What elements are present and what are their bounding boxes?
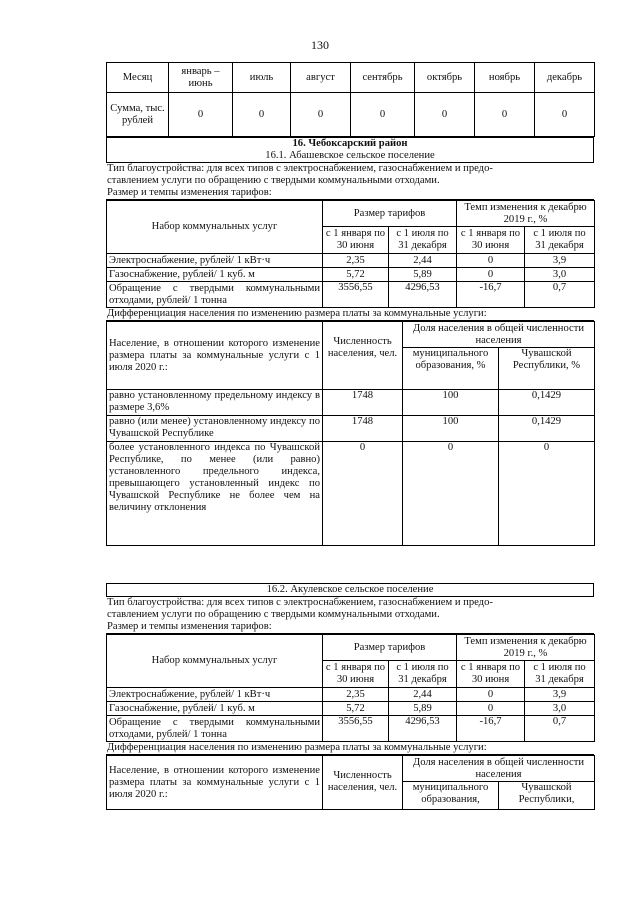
months-table-wrap (106, 62, 594, 137)
tariff-value: 2,44 (389, 254, 457, 268)
services-header: Набор коммунальных услуг (107, 201, 323, 254)
municipal-header: муниципального образования, (403, 782, 499, 810)
tariff-value: 3,9 (525, 688, 595, 702)
population-header: Население, в отношении которого изменение размера платы за коммунальные услуги с 1 июля 2020 г.: (107, 756, 323, 810)
tariff-value: 0,7 (525, 282, 595, 308)
month-header-cell: август (291, 63, 351, 93)
diff-name: более установленного индекса по Чувашской Республике, по менее (или равно) установленного предельного индекса, превышающего установленный индекс по Чувашской Республике не более чем на величину отклонения (107, 442, 323, 546)
period-header: с 1 января по 30 июня (323, 661, 389, 688)
tariff-value: 0 (457, 688, 525, 702)
month-header-cell: январь – июнь (169, 63, 233, 93)
tariff-value: 2,35 (323, 688, 389, 702)
tariff-name: Газоснабжение, рублей/ 1 куб. м (107, 268, 323, 282)
tariff-row (107, 254, 595, 268)
tariff-size-header: Размер тарифов (323, 635, 457, 661)
tariff-value: 4296,53 (389, 716, 457, 742)
tariff-table (106, 634, 595, 742)
tariff-value: 0,7 (525, 716, 595, 742)
tariff-name: Обращение с твердыми коммунальными отходами, рублей/ 1 тонна (107, 716, 323, 742)
diff-row (107, 416, 595, 442)
section-16 (106, 137, 594, 150)
block-subtitle: 16.2. Акулевское сельское поселение (106, 583, 594, 597)
diff-row (107, 442, 595, 546)
share-header: Доля населения в общей численности населения (403, 322, 595, 348)
sum-value: 0 (351, 93, 415, 137)
tariff-rate-header: Темп изменения к декабрю 2019 г., % (457, 635, 595, 661)
diff-municipal: 100 (403, 416, 499, 442)
period-header: с 1 января по 30 июня (457, 227, 525, 254)
republic-header: Чувашской Республики, (499, 782, 595, 810)
diff-count: 1748 (323, 416, 403, 442)
diff-table (106, 755, 595, 810)
diff-republic: 0,1429 (499, 416, 595, 442)
diff-municipal: 0 (403, 442, 499, 546)
tariff-value: 0 (457, 268, 525, 282)
tariff-value: 3,0 (525, 268, 595, 282)
diff-republic: 0,1429 (499, 390, 595, 416)
sum-value: 0 (415, 93, 475, 137)
tariff-row (107, 688, 595, 702)
services-header: Набор коммунальных услуг (107, 635, 323, 688)
month-header-cell: июль (233, 63, 291, 93)
republic-header: Чувашской Республики, % (499, 348, 595, 390)
tariff-value: 3556,55 (323, 282, 389, 308)
page-number: 130 (311, 38, 329, 52)
tariff-name: Электроснабжение, рублей/ 1 кВт·ч (107, 254, 323, 268)
section-title: 16. Чебоксарский район (106, 137, 594, 150)
block-16-1 (106, 150, 594, 546)
tariff-table (106, 200, 595, 308)
sum-label: Сумма, тыс. рублей (107, 93, 169, 137)
months-sum-row (107, 93, 595, 137)
sum-value: 0 (535, 93, 595, 137)
tariff-row (107, 716, 595, 742)
tariff-value: 4296,53 (389, 282, 457, 308)
municipal-header: муниципального образования, % (403, 348, 499, 390)
tariff-value: 5,72 (323, 268, 389, 282)
diff-republic: 0 (499, 442, 595, 546)
period-header: с 1 января по 30 июня (323, 227, 389, 254)
improvement-line: Тип благоустройства: для всех типов с электроснабжением, газоснабжением и предо- (107, 163, 493, 174)
month-header-cell: ноябрь (475, 63, 535, 93)
tariff-value: 0 (457, 702, 525, 716)
period-header: с 1 июля по 31 декабря (525, 661, 595, 688)
count-header: Численность населения, чел. (323, 756, 403, 810)
improvement-line: ставлением услуги по обращению с твердыми коммунальными отходами. (107, 609, 440, 620)
diff-municipal: 100 (403, 390, 499, 416)
month-header-cell: сентябрь (351, 63, 415, 93)
tariff-name: Газоснабжение, рублей/ 1 куб. м (107, 702, 323, 716)
tariff-value: 5,89 (389, 702, 457, 716)
tariff-value: 2,44 (389, 688, 457, 702)
share-header: Доля населения в общей численности населения (403, 756, 595, 782)
sum-value: 0 (233, 93, 291, 137)
tariffs-caption: Размер и темпы изменения тарифов: (106, 621, 594, 634)
tariff-value: 3556,55 (323, 716, 389, 742)
diff-count: 0 (323, 442, 403, 546)
tariff-value: 3,0 (525, 702, 595, 716)
months-header-row (107, 63, 595, 93)
tariff-value: -16,7 (457, 716, 525, 742)
month-header-cell: Месяц (107, 63, 169, 93)
diff-caption: Дифференциация населения по изменению размера платы за коммунальные услуги: (106, 742, 594, 755)
tariff-row (107, 702, 595, 716)
period-header: с 1 июля по 31 декабря (389, 661, 457, 688)
tariff-row (107, 282, 595, 308)
diff-name: равно установленному предельному индексу в размере 3,6% (107, 390, 323, 416)
period-header: с 1 января по 30 июня (457, 661, 525, 688)
period-header: с 1 июля по 31 декабря (389, 227, 457, 254)
tariff-value: 2,35 (323, 254, 389, 268)
period-header: с 1 июля по 31 декабря (525, 227, 595, 254)
block-16-2 (106, 583, 594, 810)
tariffs-caption: Размер и темпы изменения тарифов: (106, 187, 594, 200)
sum-value: 0 (475, 93, 535, 137)
tariff-row (107, 268, 595, 282)
tariff-rate-header: Темп изменения к декабрю 2019 г., % (457, 201, 595, 227)
tariff-name: Обращение с твердыми коммунальными отходами, рублей/ 1 тонна (107, 282, 323, 308)
diff-row (107, 390, 595, 416)
tariff-value: 0 (457, 254, 525, 268)
diff-name: равно (или менее) установленному индексу по Чувашской Республике (107, 416, 323, 442)
diff-caption: Дифференциация населения по изменению размера платы за коммунальные услуги: (106, 308, 594, 321)
diff-table (106, 321, 595, 546)
population-header: Население, в отношении которого изменение размера платы за коммунальные услуги с 1 июля 2020 г.: (107, 322, 323, 390)
improvement-line: Тип благоустройства: для всех типов с электроснабжением, газоснабжением и предо- (107, 597, 493, 608)
tariff-value: -16,7 (457, 282, 525, 308)
month-header-cell: октябрь (415, 63, 475, 93)
month-header-cell: декабрь (535, 63, 595, 93)
sum-value: 0 (169, 93, 233, 137)
diff-count: 1748 (323, 390, 403, 416)
tariff-value: 3,9 (525, 254, 595, 268)
tariff-value: 5,89 (389, 268, 457, 282)
sum-value: 0 (291, 93, 351, 137)
block-subtitle: 16.1. Абашевское сельское поселение (106, 150, 594, 163)
improvement-line: ставлением услуги по обращению с твердыми коммунальными отходами. (107, 175, 440, 186)
tariff-value: 5,72 (323, 702, 389, 716)
count-header: Численность населения, чел. (323, 322, 403, 390)
months-table (106, 62, 595, 137)
tariff-size-header: Размер тарифов (323, 201, 457, 227)
tariff-name: Электроснабжение, рублей/ 1 кВт·ч (107, 688, 323, 702)
